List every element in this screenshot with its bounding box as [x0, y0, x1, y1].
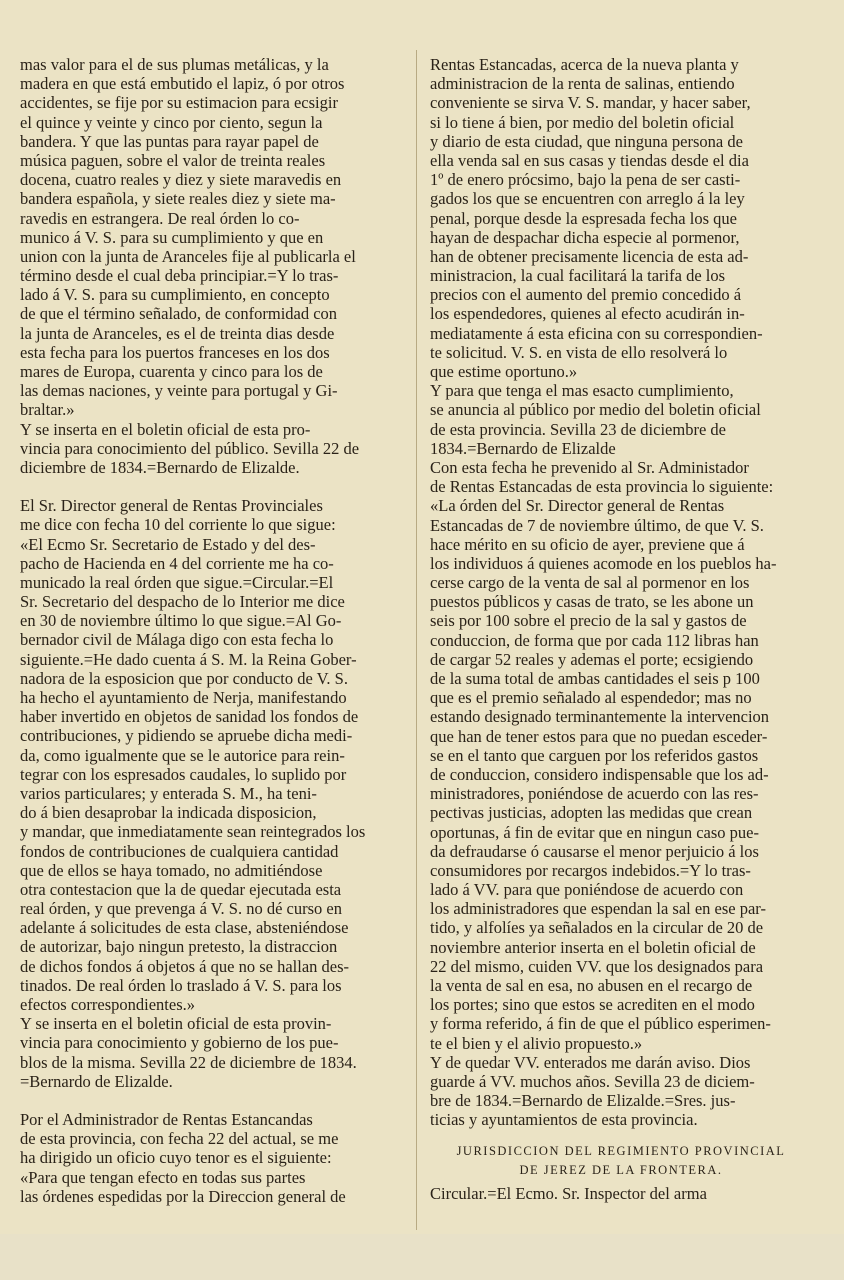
column-divider	[416, 50, 417, 1230]
text-line: penal, porque desde la espresada fecha los que	[430, 208, 737, 228]
text-line: hayan de despachar dicha especie al pormenor,	[430, 227, 740, 247]
text-line: =Bernardo de Elizalde.	[20, 1071, 173, 1091]
text-line: los espendedores, quienes al efecto acudirán in-	[430, 304, 745, 324]
text-line: los portes; sino que estos se acrediten en el modo	[430, 995, 755, 1015]
text-line: de autorizar, bajo ningun pretesto, la distraccion	[20, 937, 338, 957]
text-line: ticias y ayuntamientos de esta provincia.	[430, 1110, 698, 1130]
left-para-2	[20, 496, 402, 1091]
text-line: «La órden del Sr. Director general de Rentas	[430, 496, 725, 516]
text-line: el quince y veinte y cinco por ciento, segun la	[20, 112, 323, 132]
text-line: varios particulares; y enterada S. M., ha teni-	[20, 783, 317, 803]
text-line: oportunas, á fin de evitar que en ningun caso pue-	[430, 822, 759, 842]
text-line: haber invertido en objetos de sanidad los fondos de	[20, 707, 359, 727]
text-line: accidentes, se fije por su estimacion para ecsigir	[20, 93, 338, 113]
text-line: esta fecha para los puertos franceses en los dos	[20, 342, 330, 362]
text-line: bandera española, y siete reales diez y siete ma-	[20, 189, 336, 209]
text-line: de Rentas Estancadas de esta provincia lo siguiente:	[430, 477, 774, 497]
text-line: docena, cuatro reales y diez y siete maravedis en	[20, 170, 342, 190]
text-line: real órden, y que prevenga á V. S. no dé curso en	[20, 899, 342, 919]
text-line: ella venda sal en sus casas y tiendas desde el dia	[430, 150, 749, 170]
text-line: DE JEREZ DE LA FRONTERA.	[519, 1162, 723, 1177]
text-line: efectos correspondientes.»	[20, 995, 196, 1014]
text-line: y forma referido, á fin de que el público esperimen-	[430, 1014, 771, 1034]
text-line: mas valor para el de sus plumas metálicas, y la	[20, 55, 329, 74]
text-line: música paguen, sobre el valor de treinta reales	[20, 150, 326, 170]
text-line: contribuciones, y pidiendo se apruebe dicha medi-	[20, 726, 353, 746]
text-line: de dichos fondos á objetos á que no se hallan des-	[20, 956, 350, 976]
text-line: da, como igualmente que se le autorice para rein-	[20, 745, 345, 765]
text-line: do á bien desaprobar la indicada disposicion,	[20, 803, 317, 823]
text-line: Y de quedar VV. enterados me darán aviso. Dios	[430, 1052, 751, 1072]
text-line: lado á V. S. para su cumplimiento, en concepto	[20, 285, 330, 305]
text-line: vincia para conocimiento y gobierno de los pue-	[20, 1033, 339, 1053]
text-line: que estime oportuno.»	[430, 362, 578, 381]
text-line: diciembre de 1834.=Bernardo de Elizalde.	[20, 457, 300, 477]
text-line: ministradores, poniéndose de acuerdo con las res-	[430, 784, 759, 804]
text-line: nadora de la esposicion que por conducto de V. S.	[20, 668, 348, 688]
text-line: pectivas justicias, adopten las medidas que crean	[430, 803, 753, 823]
text-line: me dice con fecha 10 del corriente lo que sigue:	[20, 515, 336, 535]
text-line: Estancadas de 7 de noviembre último, de que V. S.	[430, 515, 764, 535]
text-line: Por el Administrador de Rentas Estancandas	[20, 1109, 313, 1129]
text-line: de que el término señalado, de conformidad con	[20, 304, 338, 324]
text-line: 22 del mismo, cuiden VV. que los designados para	[430, 956, 764, 976]
text-line: JURISDICCION DEL REGIMIENTO PROVINCIAL	[456, 1143, 786, 1158]
text-line: que han de tener estos para que no puedan esceder-	[430, 726, 768, 746]
text-line: guarde á VV. muchos años. Sevilla 23 de diciem-	[430, 1071, 755, 1091]
page-bottom-margin	[0, 1234, 844, 1280]
text-line: otra contestacion que la de quedar ejecutada esta	[20, 879, 342, 899]
text-line: madera en que está embutido el lapiz, ó por otros	[20, 74, 345, 94]
text-line: ha dirigido un oficio cuyo tenor es el siguiente:	[20, 1148, 332, 1168]
text-line: seis por 100 sobre el precio de la sal y gastos de	[430, 611, 747, 631]
text-line: mares de Europa, cuarenta y cinco para los de	[20, 362, 323, 381]
text-line: si lo tiene á bien, por medio del boletin oficial	[430, 112, 735, 132]
text-line: union con la junta de Aranceles fije al publicarla el	[20, 246, 356, 266]
text-line: término desde el cual deba principiar.=Y lo tras-	[20, 266, 339, 286]
text-line: precios con el aumento del premio concedido á	[430, 285, 742, 305]
left-para-3	[20, 1110, 402, 1206]
text-line: se anuncia al público por medio del boletin oficial	[430, 400, 761, 420]
text-line: y mandar, que inmediatamente sean reintegrados los	[20, 822, 366, 842]
text-line: conduccion, de forma que por cada 112 libras han	[430, 630, 759, 650]
text-line: Con esta fecha he prevenido al Sr. Administador	[430, 457, 749, 477]
text-line: El Sr. Director general de Rentas Provinciales	[20, 496, 323, 516]
text-line: consumidores por recargos indebidos.=Y lo tras-	[430, 860, 751, 880]
text-line: de la suma total de ambas cantidades el seis p 100	[430, 669, 760, 688]
text-line: puestos públicos y casas de trato, se les abone un	[430, 592, 754, 612]
text-line: bernador civil de Málaga digo con esta fecha lo	[20, 630, 334, 650]
text-line: munico á V. S. para su cumplimiento y que en	[20, 227, 324, 247]
text-line: «El Ecmo Sr. Secretario de Estado y del des-	[20, 534, 316, 554]
text-line: 1834.=Bernardo de Elizalde	[430, 438, 616, 458]
text-line: Y se inserta en el boletin oficial de esta pro-	[20, 419, 311, 439]
text-line: da defraudarse ó causarse el menor perjuicio á los	[430, 841, 759, 861]
text-line: la junta de Aranceles, es el de treinta dias desde	[20, 323, 335, 343]
heading-gap	[430, 1130, 812, 1142]
text-line: 1º de enero prócsimo, bajo la pena de ser casti-	[430, 170, 741, 190]
text-line: Rentas Estancadas, acerca de la nueva planta y	[430, 55, 739, 74]
text-line: siguiente.=He dado cuenta á S. M. la Reina Gober-	[20, 649, 357, 669]
text-line: en 30 de noviembre último lo que sigue.=Al Go-	[20, 611, 342, 631]
text-line: de esta provincia. Sevilla 23 de diciembre de	[430, 419, 726, 439]
text-line: gados los que se encuentren con arreglo á la ley	[430, 189, 745, 209]
text-line: tinados. De real órden lo traslado á V. S. para los	[20, 975, 342, 995]
text-line: te solicitud. V. S. en vista de ello resolverá lo	[430, 342, 728, 362]
text-line: Y se inserta en el boletin oficial de esta provin-	[20, 1014, 332, 1034]
text-line: cerse cargo de la venta de sal al pormenor en los	[430, 573, 750, 593]
right-column	[430, 55, 812, 1203]
text-line: los administradores que espendan la sal en ese par-	[430, 899, 766, 919]
text-line: que de ellos se haya tomado, no admitiéndose	[20, 860, 323, 880]
text-line: las órdenes espedidas por la Direccion general de	[20, 1186, 346, 1206]
text-line: fondos de contribuciones de cualquiera cantidad	[20, 841, 339, 861]
text-line: ha hecho el ayuntamiento de Nerja, manifestando	[20, 688, 347, 707]
right-para-1	[430, 55, 812, 1130]
text-line: las demas naciones, y veinte para portugal y Gi-	[20, 381, 338, 401]
text-line: ravedis en estrangera. De real órden lo co-	[20, 208, 300, 228]
text-line: que es el premio señalado al espendedor; mas no	[430, 688, 752, 708]
text-line: blos de la misma. Sevilla 22 de diciembre de 1834.	[20, 1052, 357, 1072]
paragraph-gap	[20, 477, 402, 496]
text-line: bandera. Y que las puntas para rayar papel de	[20, 131, 319, 151]
paragraph-gap	[20, 1091, 402, 1110]
text-line: bre de 1834.=Bernardo de Elizalde.=Sres. jus-	[430, 1091, 736, 1111]
text-line: administracion de la renta de salinas, entiendo	[430, 74, 735, 94]
text-line: municado la real órden que sigue.=Circular.=El	[20, 572, 334, 592]
text-line: pacho de Hacienda en 4 del corriente me ha co-	[20, 553, 334, 573]
text-line: conveniente se sirva V. S. mandar, y hacer saber,	[430, 93, 751, 113]
text-line: de conduccion, considero indispensable que los ad-	[430, 764, 769, 784]
section-heading	[430, 1142, 812, 1180]
text-line: Circular.=El Ecmo. Sr. Inspector del arma	[430, 1183, 707, 1203]
text-line: se en el tanto que carguen por los referidos gastos	[430, 745, 759, 765]
right-para-2	[430, 1184, 812, 1203]
text-line: y diario de esta ciudad, que ninguna persona de	[430, 131, 743, 151]
text-line: hace mérito en su oficio de ayer, previene que á	[430, 534, 745, 554]
text-line: noviembre anterior inserta en el boletin oficial de	[430, 937, 756, 957]
text-line: la venta de sal en esa, no abusen en el recargo de	[430, 976, 753, 995]
text-line: Y para que tenga el mas esacto cumplimiento,	[430, 381, 734, 401]
text-line: te el bien y el alivio propuesto.»	[430, 1033, 643, 1053]
text-line: adelante á solicitudes de esta clase, absteniéndose	[20, 918, 349, 938]
text-line: Sr. Secretario del despacho de lo Interior me dice	[20, 592, 345, 612]
text-line: de esta provincia, con fecha 22 del actual, se me	[20, 1129, 339, 1149]
text-line: los individuos á quienes acomode en los pueblos ha-	[430, 553, 777, 573]
text-line: ministracion, la cual facilitará la tarifa de los	[430, 266, 726, 286]
text-line: braltar.»	[20, 400, 75, 420]
text-line: lado á VV. para que poniéndose de acuerdo con	[430, 880, 744, 900]
text-line: mediatamente á esta eficina con su correspondien-	[430, 323, 763, 343]
text-line: tido, y alfolíes ya señalados en la circular de 20 de	[430, 918, 764, 938]
left-column	[20, 55, 402, 1206]
text-line: estando designado terminantemente la intervencion	[430, 707, 770, 727]
text-line: de cargar 52 reales y ademas el porte; ecsigiendo	[430, 649, 754, 669]
text-line: han de obtener precisamente licencia de esta ad-	[430, 246, 749, 266]
text-line: «Para que tengan efecto en todas sus partes	[20, 1167, 306, 1187]
text-line: tegrar con los espresados caudales, lo suplido por	[20, 764, 347, 784]
left-para-1	[20, 55, 402, 477]
text-line: vincia para conocimiento del público. Sevilla 22 de	[20, 438, 360, 458]
